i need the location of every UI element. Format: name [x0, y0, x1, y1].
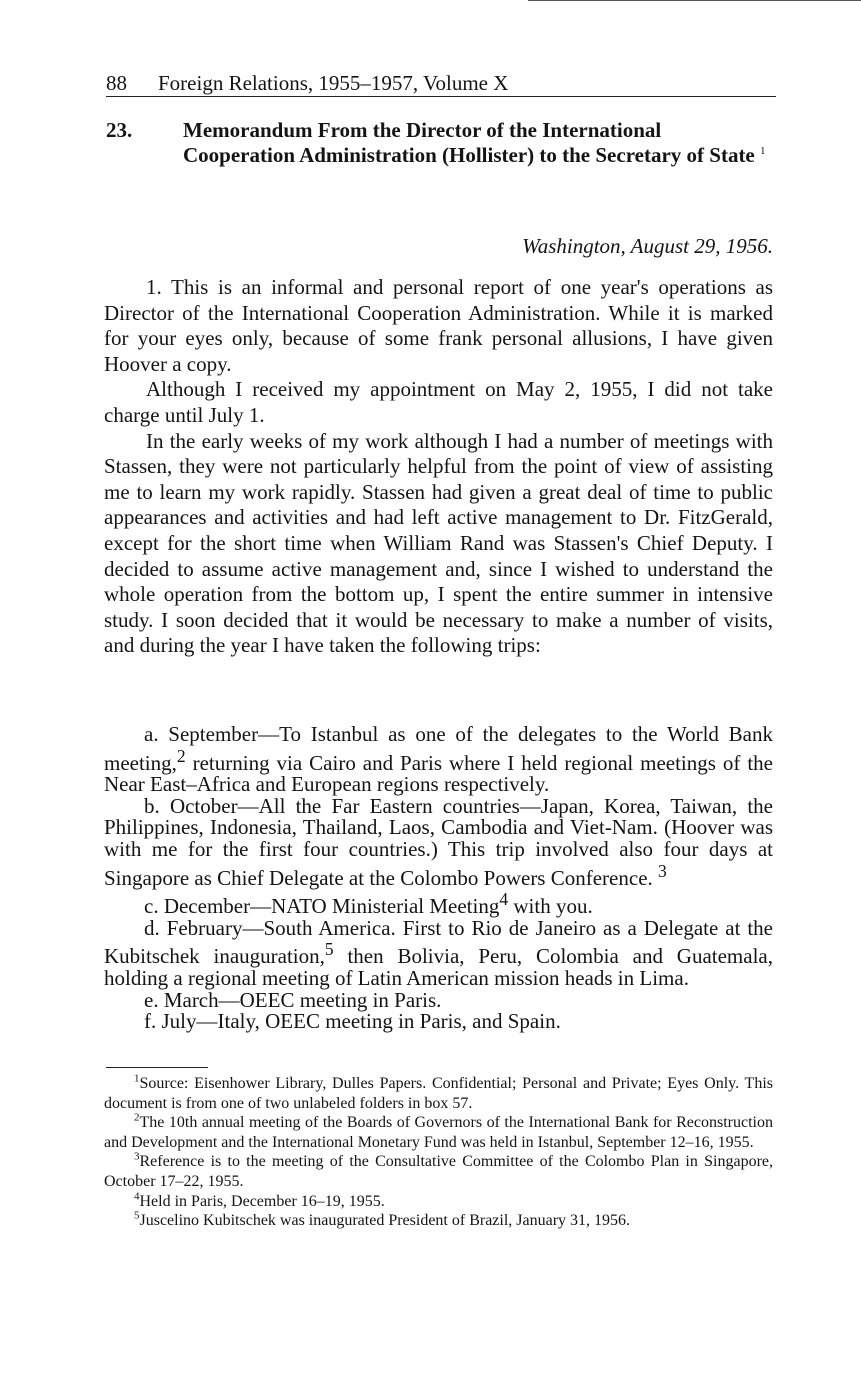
- footnote: [104, 1192, 773, 1212]
- trip-item: [104, 793, 773, 890]
- trip-item: [104, 915, 773, 990]
- trip-text-rest: with you.: [508, 894, 593, 919]
- footnote: [104, 1074, 773, 1113]
- footnote-ref[interactable]: 2: [176, 745, 186, 766]
- footnote-divider: [106, 1067, 208, 1068]
- footnotes: [104, 1074, 773, 1231]
- dateline: Washington, August 29, 1956.: [522, 234, 773, 258]
- footnote: [104, 1152, 773, 1191]
- trip-text: d. February—South America. First to Rio de Janeiro as a Delegate at the Kubitschek inauguration,: [104, 915, 773, 969]
- trip-item: [104, 724, 773, 796]
- footnote: [104, 1211, 773, 1231]
- footnote: [104, 1113, 773, 1152]
- document-title-text: Memorandum From the Director of the International Cooperation Administration (Hollister) to the Secretary of State: [183, 118, 755, 167]
- trip-text-rest: returning via Cairo and Paris where I held regional meetings of the Near East–Africa and European regions respectively.: [104, 750, 773, 797]
- trip-text: e. March—OEEC meeting in Paris.: [144, 987, 442, 1012]
- footnote-text: Held in Paris, December 16–19, 1955.: [139, 1192, 385, 1210]
- trip-text: b. October—All the Far Eastern countries—Japan, Korea, Taiwan, the Philippines, Indonesia, Thailand, Laos, Cambodia and Viet-Nam. (Hoover was with me for the first four countries.) This trip involved also four days at Singapore as Chief Delegate at the Colombo Powers Conference.: [104, 793, 773, 890]
- trip-text: f. July—Italy, OEEC meeting in Paris, and Spain.: [144, 1009, 561, 1034]
- footnote-number: 4: [134, 1190, 140, 1203]
- trip-text: c. December—NATO Ministerial Meeting: [144, 894, 500, 919]
- trip-item: [104, 889, 773, 918]
- footnote-number: 3: [134, 1151, 140, 1164]
- paragraph: Although I received my appointment on May 2, 1955, I did not take charge until July 1.: [104, 377, 773, 427]
- footnote-text: The 10th annual meeting of the Boards of Governors of the International Bank for Reconstruction and Development and the International Monetary Fund was held in Istanbul, September 12–16, 1955.: [104, 1114, 773, 1151]
- document-number: 23.: [106, 118, 133, 142]
- trip-text-rest: then Bolivia, Peru, Colombia and Guatemala, holding a regional meeting of Latin American mission heads in Lima.: [104, 944, 773, 990]
- trip-text: a. September—To Istanbul as one of the delegates to the World Bank meeting,: [104, 722, 773, 775]
- memo-body: [104, 275, 773, 659]
- paragraph: In the early weeks of my work although I had a number of meetings with Stassen, they were not particularly helpful from the point of view of assisting me to learn my work rapidly. Stassen had given a great deal of time to public appearances and activities and had left active management to Dr. FitzGerald, except for the short time when William Rand was Stassen's Chief Deputy. I decided to assume active management and, since I wished to understand the whole operation from the bottom up, I spent the entire summer in intensive study. I soon decided that it would be necessary to make a number of visits, and during the year I have taken the following trips:: [104, 428, 773, 658]
- trip-item: [104, 1011, 773, 1033]
- volume-title: Foreign Relations, 1955–1957, Volume X: [158, 71, 509, 95]
- footnote-ref[interactable]: 5: [324, 939, 334, 960]
- footnote-ref[interactable]: 4: [499, 889, 509, 910]
- scan-top-edge: [528, 0, 861, 1]
- footnote-number: 2: [134, 1111, 140, 1124]
- footnote-ref[interactable]: 3: [658, 860, 667, 881]
- footnote-text: Reference is to the meeting of the Consultative Committee of the Colombo Plan in Singapore, October 17–22, 1955.: [104, 1153, 773, 1190]
- footnote-text: Source: Eisenhower Library, Dulles Papers. Confidential; Personal and Private; Eyes Only. This document is from one of two unlabeled folders in box 57.: [104, 1075, 773, 1112]
- page-number: 88: [106, 71, 127, 95]
- footnote-text: Juscelino Kubitschek was inaugurated President of Brazil, January 31, 1956.: [139, 1212, 631, 1230]
- footnote-number: 5: [134, 1209, 140, 1222]
- footnote-number: 1: [134, 1072, 140, 1085]
- paragraph: 1. This is an informal and personal report of one year's operations as Director of the International Cooperation Administration. While it is marked for your eyes only, because of some frank personal allusions, I have given Hoover a copy.: [104, 275, 773, 376]
- document-title: [183, 118, 773, 167]
- footnote-ref[interactable]: 1: [760, 144, 766, 157]
- running-head: [106, 70, 776, 97]
- trip-list: [104, 724, 773, 1033]
- trip-item: [104, 987, 773, 1012]
